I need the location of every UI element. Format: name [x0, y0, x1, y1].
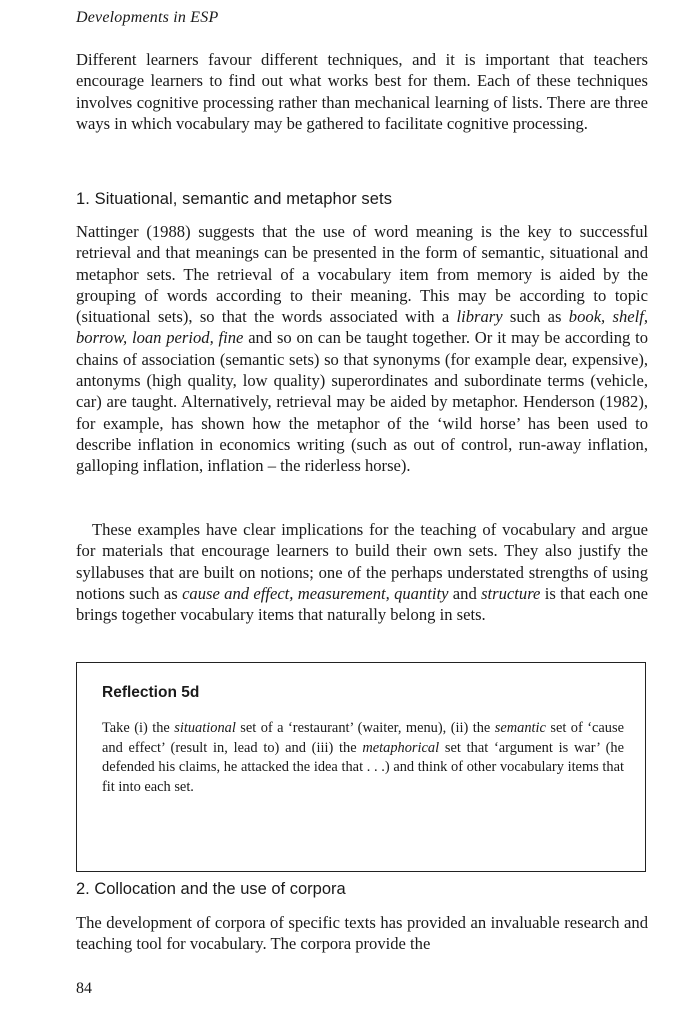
corpora-paragraph: The development of corpora of specific texts has provided an invaluable research and teaching tool for vocabulary. The corpora provide the [76, 913, 648, 954]
text-run: set of a ‘restaurant’ (waiter, menu), (ii) the [235, 720, 495, 736]
italic-metaphorical: metaphorical [362, 739, 440, 756]
italic-structure: structure [481, 583, 541, 603]
text-run: set that ‘argument is war’ (he defended his claims, he attacked the idea that . . .) and think of other vocabulary items that fit into each set. [102, 739, 624, 795]
section-heading-situational-sets: 1. Situational, semantic and metaphor sets [76, 190, 393, 208]
text-run: and [448, 583, 482, 603]
reflection-box [76, 662, 646, 872]
reflection-text [102, 719, 624, 797]
nattinger-paragraph [76, 221, 648, 477]
text-run: such as [502, 307, 569, 327]
italic-semantic: semantic [494, 720, 546, 736]
italic-term-library: library [456, 307, 503, 327]
reflection-title: Reflection 5d [102, 684, 200, 701]
text-run: is that each one brings together vocabulary items that naturally belong in sets. [76, 583, 648, 625]
implications-paragraph [76, 519, 648, 625]
italic-notions: cause and effect, measurement, quantity [182, 583, 449, 603]
text-run: Take (i) the [102, 720, 175, 736]
intro-paragraph: Different learners favour different techniques, and it is important that teachers encourage learners to find out what works best for them. Each of these techniques involves cognitive processing rather than mechanical learning of lists. There are three ways in which vocabulary may be gathered to facilitate cognitive processing. [76, 50, 648, 133]
text-run: Nattinger (1988) suggests that the use of word meaning is the key to successful retrieval and that meanings can be presented in the form of semantic, situational and metaphor sets. The retrieval of a vocabulary item from memory is aided by the grouping of words according to their meaning. This may be according to topic (situational sets), so that the words associated with a [76, 222, 648, 327]
running-head: Developments in ESP [76, 9, 219, 26]
section-heading-collocation: 2. Collocation and the use of corpora [76, 880, 346, 898]
text-run: and so on can be taught together. Or it may be according to chains of association (semantic sets) so that synonyms (for example dear, expensive), antonyms (high quality, low quality) superordinates and subordinate terms (vehicle, car) are taught. Alternatively, retrieval may be aided by metaphor. Henderson (1982), for example, has shown how the metaphor of the ‘wild horse’ has been used to describe inflation in economics writing (such as out of control, run-away inflation, galloping inflation, inflation – the riderless horse). [76, 328, 648, 476]
italic-situational: situational [174, 720, 236, 736]
text-run: set of ‘cause and effect’ (result in, lead to) and (iii) the [102, 720, 624, 756]
italic-terms-library-words: book, shelf, borrow, loan period, fine [76, 307, 648, 348]
text-run: These examples have clear implications for the teaching of vocabulary and argue for materials that encourage learners to build their own sets. They also justify the syllabuses that are built on notions; one of the perhaps understated strengths of using notions such as [76, 520, 648, 603]
page-number: 84 [76, 980, 92, 997]
